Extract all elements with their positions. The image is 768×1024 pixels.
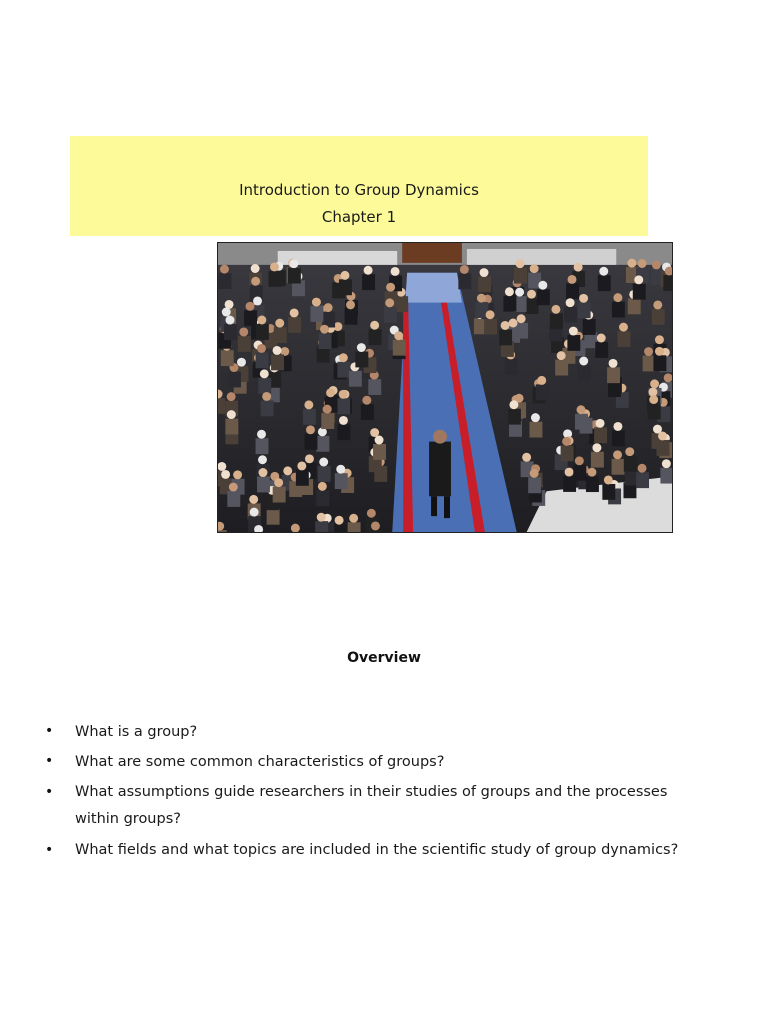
document-title: Introduction to Group Dynamics [239, 181, 479, 199]
list-item: What fields and what topics are included in the scientific study of group dynamics? [75, 842, 679, 858]
section-heading: Overview [347, 650, 421, 666]
list-item: What are some common characteristics of groups? [75, 754, 445, 770]
bullet-marker: • [45, 753, 54, 769]
crowd-photo [217, 242, 673, 533]
chapter-label: Chapter 1 [321, 208, 397, 226]
list-item: What is a group? [75, 724, 198, 740]
title-banner [70, 136, 648, 236]
list-item: What assumptions guide researchers in their studies of groups and the processes within groups? [75, 784, 668, 827]
bullet-marker: • [45, 723, 54, 739]
bullet-marker: • [45, 842, 54, 858]
crowd-photo-illustration [218, 243, 672, 532]
bullet-marker: • [45, 784, 54, 800]
